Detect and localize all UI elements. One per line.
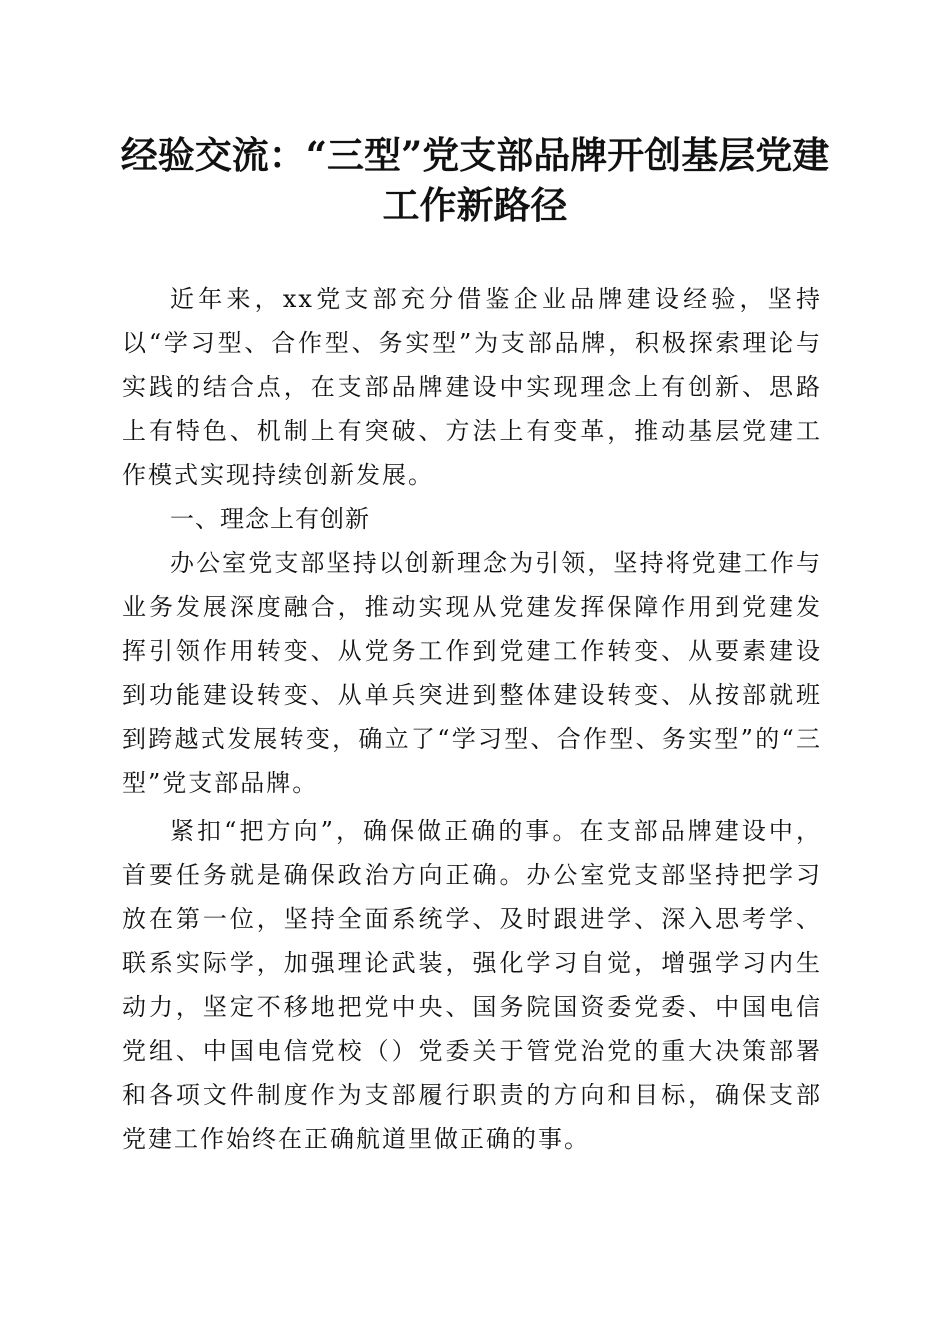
document-title (100, 130, 850, 230)
intro-paragraph: 近年来，xx党支部充分借鉴企业品牌建设经验，坚持以“学习型、合作型、务实型”为支部品牌，积极探索理论与实践的结合点，在支部品牌建设中实现理念上有创新、思路上有特色、机制上有突破、方法上有变革，推动基层党建工作模式实现持续创新发展。 (122, 285, 822, 489)
document-body (122, 277, 822, 1161)
section-heading: 一、理念上有创新 (170, 505, 370, 533)
title-line-1: 经验交流：“三型”党支部品牌开创基层党建 (120, 133, 830, 177)
section-paragraph-2: 紧扣“把方向”，确保做正确的事。在支部品牌建设中，首要任务就是确保政治方向正确。办公室党支部坚持把学习放在第一位，坚持全面系统学、及时跟进学、深入思考学、联系实际学，加强理论武装，强化学习自觉，增强学习内生动力，坚定不移地把党中央、国务院国资委党委、中国电信党组、中国电信党校（）党委关于管党治党的重大决策部署和各项文件制度作为支部履行职责的方向和目标，确保支部党建工作始终在正确航道里做正确的事。 (122, 817, 822, 1153)
section-paragraph-1: 办公室党支部坚持以创新理念为引领，坚持将党建工作与业务发展深度融合，推动实现从党建发挥保障作用到党建发挥引领作用转变、从党务工作到党建工作转变、从要素建设到功能建设转变、从单兵突进到整体建设转变、从按部就班到跨越式发展转变，确立了“学习型、合作型、务实型”的“三型”党支部品牌。 (122, 549, 822, 797)
title-line-2: 工作新路径 (382, 183, 568, 227)
